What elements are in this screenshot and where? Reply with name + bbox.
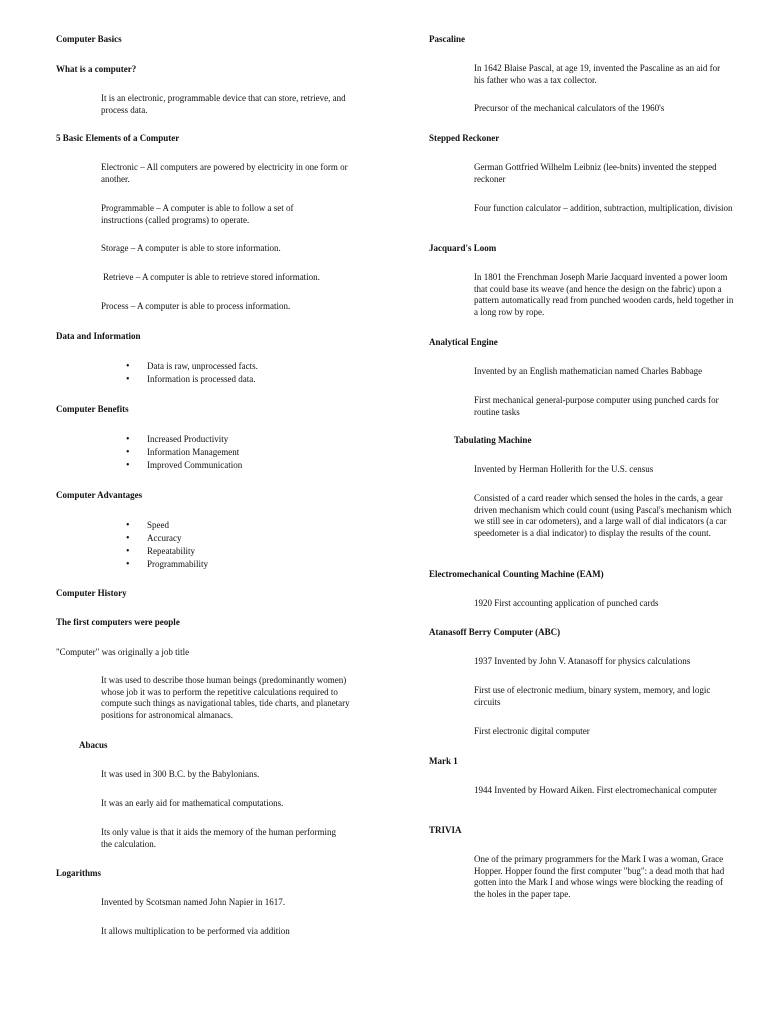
heading-benefits: Computer Benefits [56,404,129,414]
mark-1-desc: 1944 Invented by Howard Aiken. First electromechanical computer [474,785,717,795]
heading-data-information: Data and Information [56,331,141,341]
analytical-1: Invented by an English mathematician named Charles Babbage [474,366,703,376]
abacus-1: It was used in 300 B.C. by the Babylonians. [101,769,260,779]
heading-first-computers: The first computers were people [56,617,180,627]
element-storage: Storage – A computer is able to store information. [101,243,281,253]
abc-1: 1937 Invented by John V. Atanasoff for physics calculations [474,656,691,666]
abacus-3: Its only value is that it aids the memory of the human performing the calculation. [101,827,336,849]
stepped-1: German Gottfried Wilhelm Leibniz (lee-bnits) invented the stepped reckoner [474,162,717,184]
list-item: • Speed [126,519,208,532]
list-item: • Improved Communication [126,459,242,472]
list-item: • Accuracy [126,532,208,545]
list-item: • Increased Productivity [126,433,242,446]
advantages-list [126,519,208,571]
element-programmable: Programmable – A computer is able to follow a set of instructions (called programs) to operate. [101,203,294,225]
log-2: It allows multiplication to be performed via addition [101,926,290,936]
heading-abc: Atanasoff Berry Computer (ABC) [429,627,561,637]
job-description: It was used to describe those human beings (predominantly women) whose job it was to perform the repetitive calculations required to compute such things as navigational tables, tide charts, and planetary positions for astronomical almanacs. [101,675,350,720]
heading-logarithms: Logarithms [56,868,101,878]
heading-abacus: Abacus [79,740,108,750]
heading-eam: Electromechanical Counting Machine (EAM) [429,569,604,579]
pascaline-2: Precursor of the mechanical calculators of the 1960's [474,103,665,113]
data-list [126,360,258,386]
heading-what-is-computer: What is a computer? [56,64,137,74]
heading-stepped-reckoner: Stepped Reckoner [429,133,500,143]
analytical-2: First mechanical general-purpose computer using punched cards for routine tasks [474,395,719,417]
page-title: Computer Basics [56,34,122,44]
element-process: Process – A computer is able to process information. [101,301,291,311]
abacus-2: It was an early aid for mathematical computations. [101,798,284,808]
benefits-list [126,433,242,472]
list-item: • Information is processed data. [126,373,258,386]
abc-3: First electronic digital computer [474,726,590,736]
tabulating-2: Consisted of a card reader which sensed the holes in the cards, a gear driven mechanism which could count (using Pascal's mechanism which we still see in car odometers), and a large wall of dial indicators (a car speedometer is a dial indicator) to display the results of the count. [474,493,732,538]
heading-advantages: Computer Advantages [56,490,143,500]
heading-history: Computer History [56,588,127,598]
list-item: • Repeatability [126,545,208,558]
heading-pascaline: Pascaline [429,34,465,44]
stepped-2: Four function calculator – addition, subtraction, multiplication, division [474,203,733,213]
pascaline-1: In 1642 Blaise Pascal, at age 19, invented the Pascaline as an aid for his father who was a tax collector. [474,63,721,85]
heading-jacquards-loom: Jacquard's Loom [429,243,497,253]
heading-trivia: TRIVIA [429,825,462,835]
heading-five-elements: 5 Basic Elements of a Computer [56,133,180,143]
heading-analytical-engine: Analytical Engine [429,337,498,347]
what-definition: It is an electronic, programmable device that can store, retrieve, and process data. [101,93,346,115]
list-item: • Data is raw, unprocessed facts. [126,360,258,373]
element-electronic: Electronic – All computers are powered by electricity in one form or another. [101,162,348,184]
heading-mark-1: Mark 1 [429,756,458,766]
heading-tabulating-machine: Tabulating Machine [454,435,532,445]
jacquard-1: In 1801 the Frenchman Joseph Marie Jacquard invented a power loom that could base its weave (and hence the design on the fabric) upon a pattern automatically read from punched wooden cards, held together in a long row by rope. [474,272,734,317]
abc-2: First use of electronic medium, binary system, memory, and logic circuits [474,685,711,707]
job-title-line: "Computer" was originally a job title [56,647,190,657]
tabulating-1: Invented by Herman Hollerith for the U.S. census [474,464,654,474]
eam-1: 1920 First accounting application of punched cards [474,598,659,608]
list-item: • Programmability [126,558,208,571]
trivia-1: One of the primary programmers for the Mark I was a woman, Grace Hopper. Hopper found the first computer "bug": a dead moth that had gotten into the Mark I and whose wings were blocking the reading of the holes in the paper tape. [474,854,725,899]
log-1: Invented by Scotsman named John Napier in 1617. [101,897,285,907]
element-retrieve: Retrieve – A computer is able to retrieve stored information. [103,272,320,282]
list-item: • Information Management [126,446,242,459]
